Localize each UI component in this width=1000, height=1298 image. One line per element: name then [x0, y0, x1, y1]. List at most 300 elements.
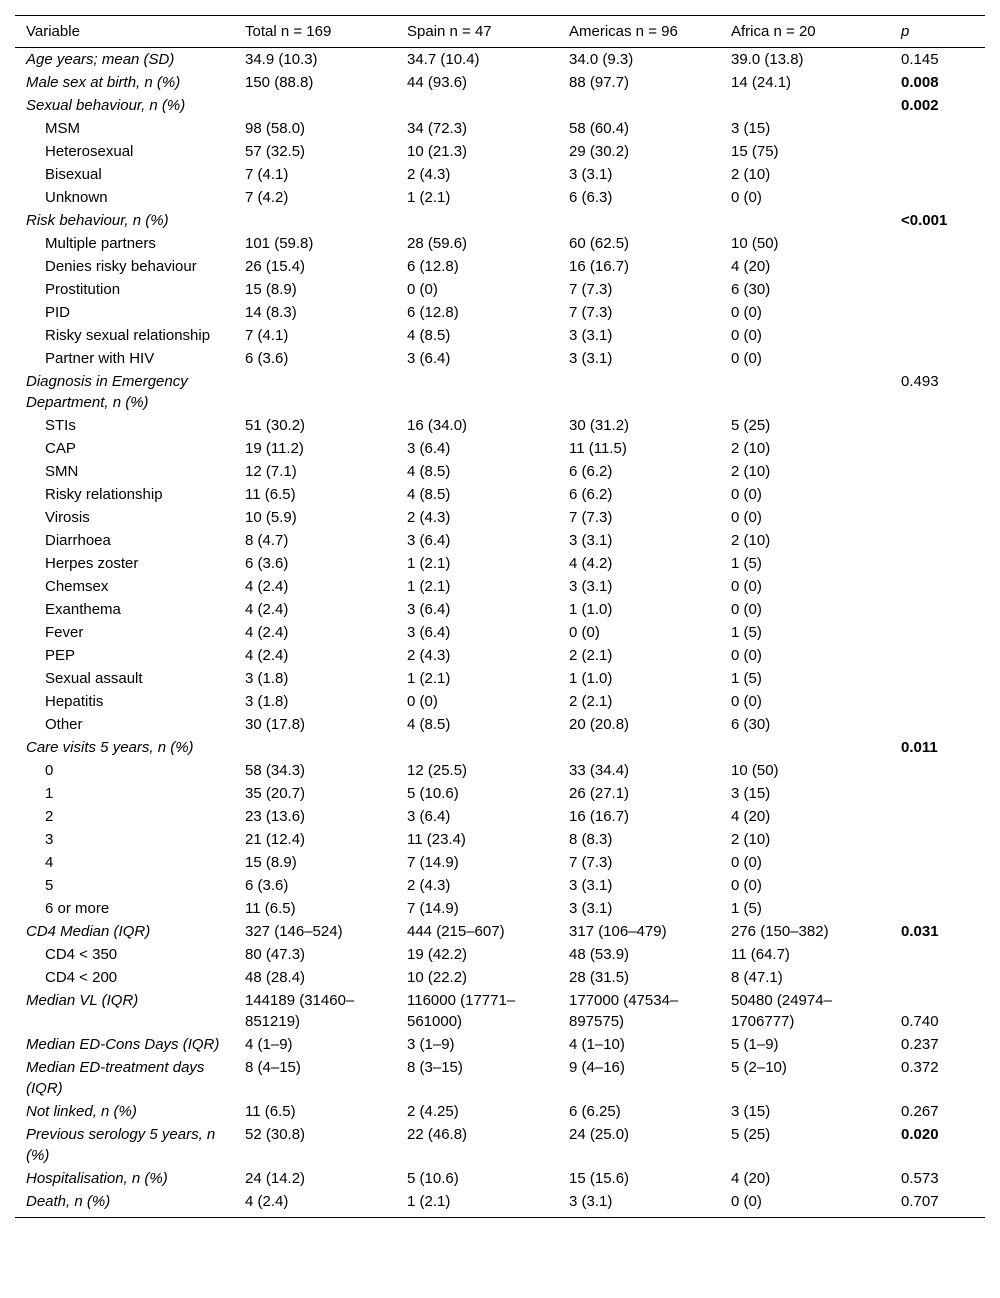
- cell-p-value: 0.011: [901, 739, 938, 756]
- cell-total: 150 (88.8): [245, 74, 314, 91]
- cell-africa: 4 (20): [731, 258, 771, 275]
- cell-total: 34.9 (10.3): [245, 51, 318, 68]
- cell-p-value: [890, 874, 985, 897]
- cell-total: 6 (3.6): [245, 350, 289, 367]
- cell-total: 15 (8.9): [245, 281, 297, 298]
- subcategory-label: Partner with HIV: [45, 350, 155, 367]
- table-row: [15, 1167, 985, 1190]
- cell-africa: 0 (0): [731, 327, 762, 344]
- header-total: Total n = 169: [234, 16, 396, 48]
- variable-label: Median VL (IQR): [26, 992, 139, 1009]
- cell-total: 4 (2.4): [245, 601, 289, 618]
- cell-americas: 8 (8.3): [569, 831, 613, 848]
- variable-label: Care visits 5 years, n (%): [26, 739, 194, 756]
- cell-total: [234, 94, 396, 117]
- variable-label: Median ED-treatment days (IQR): [26, 1059, 205, 1097]
- cell-americas: 20 (20.8): [569, 716, 630, 733]
- cell-africa: 8 (47.1): [731, 969, 783, 986]
- cell-total: 3 (1.8): [245, 693, 289, 710]
- header-p-value: p: [890, 16, 985, 48]
- cell-americas: 29 (30.2): [569, 143, 630, 160]
- cell-spain: 3 (6.4): [407, 601, 451, 618]
- table-row: [15, 598, 985, 621]
- cell-americas: [558, 736, 720, 759]
- characteristics-table: [15, 15, 985, 1218]
- cell-africa: 11 (64.7): [731, 946, 790, 963]
- cell-total: [234, 209, 396, 232]
- cell-africa: 10 (50): [731, 762, 779, 779]
- cell-americas: [558, 209, 720, 232]
- cell-p-value: [890, 690, 985, 713]
- cell-africa: [720, 736, 890, 759]
- cell-africa: 4 (20): [731, 1170, 771, 1187]
- cell-americas: [558, 370, 720, 414]
- table-row: [15, 805, 985, 828]
- table-row: [15, 920, 985, 943]
- cell-africa: [720, 209, 890, 232]
- table-row: [15, 667, 985, 690]
- subcategory-label: MSM: [45, 120, 80, 137]
- subcategory-label: CD4 < 200: [45, 969, 118, 986]
- cell-p-value: [890, 506, 985, 529]
- cell-spain: 7 (14.9): [407, 854, 459, 871]
- cell-total: 80 (47.3): [245, 946, 306, 963]
- subcategory-label: 4: [45, 854, 54, 871]
- cell-americas: 3 (3.1): [569, 900, 613, 917]
- subcategory-label: Fever: [45, 624, 84, 641]
- table-row: [15, 324, 985, 347]
- cell-americas: 3 (3.1): [558, 1190, 720, 1218]
- table-row: [15, 278, 985, 301]
- cell-spain: 1 (2.1): [407, 670, 451, 687]
- cell-spain: 28 (59.6): [407, 235, 468, 252]
- cell-spain: 2 (4.3): [407, 877, 451, 894]
- cell-total: 58 (34.3): [245, 762, 306, 779]
- cell-africa: 2 (10): [731, 532, 771, 549]
- cell-americas: 6 (6.2): [569, 463, 613, 480]
- header-variable: Variable: [15, 16, 234, 48]
- cell-americas: 15 (15.6): [569, 1170, 630, 1187]
- cell-americas: 48 (53.9): [569, 946, 630, 963]
- cell-spain: 5 (10.6): [407, 785, 459, 802]
- cell-africa: 0 (0): [731, 647, 762, 664]
- cell-p-value: [890, 140, 985, 163]
- subcategory-label: CAP: [45, 440, 76, 457]
- cell-total: 10 (5.9): [245, 509, 297, 526]
- cell-africa: 5 (1–9): [731, 1036, 779, 1053]
- cell-total: 7 (4.1): [245, 166, 289, 183]
- variable-label: Hospitalisation, n (%): [26, 1170, 168, 1187]
- table-row: [15, 437, 985, 460]
- subcategory-label: Other: [45, 716, 83, 733]
- cell-spain: 11 (23.4): [407, 831, 466, 848]
- cell-total: 51 (30.2): [245, 417, 306, 434]
- cell-spain: 3 (6.4): [407, 624, 451, 641]
- variable-label: Diagnosis in Emergency Department, n (%): [26, 373, 188, 411]
- cell-p-value: [890, 782, 985, 805]
- table-row: [15, 874, 985, 897]
- subcategory-label: PID: [45, 304, 71, 321]
- cell-p-value: [890, 437, 985, 460]
- cell-spain: [396, 209, 558, 232]
- cell-americas: 3 (3.1): [569, 532, 613, 549]
- cell-spain: 3 (6.4): [407, 532, 451, 549]
- cell-spain: 5 (10.6): [407, 1170, 459, 1187]
- cell-spain: 10 (21.3): [407, 143, 468, 160]
- cell-spain: 3 (6.4): [407, 350, 451, 367]
- cell-total: 11 (6.5): [245, 486, 296, 503]
- cell-p-value: [890, 324, 985, 347]
- table-row: [15, 851, 985, 874]
- cell-africa: 0 (0): [731, 189, 762, 206]
- cell-spain: 22 (46.8): [407, 1126, 468, 1143]
- cell-americas: 3 (3.1): [569, 327, 613, 344]
- subcategory-label: Bisexual: [45, 166, 102, 183]
- cell-spain: 1 (2.1): [396, 1190, 558, 1218]
- table-row: [15, 506, 985, 529]
- subcategory-label: Multiple partners: [45, 235, 156, 252]
- cell-spain: 4 (8.5): [407, 327, 451, 344]
- cell-americas: 33 (34.4): [569, 762, 630, 779]
- table-row: [15, 690, 985, 713]
- cell-americas: 2 (2.1): [569, 693, 613, 710]
- cell-total: 48 (28.4): [245, 969, 306, 986]
- cell-total: 11 (6.5): [245, 900, 296, 917]
- cell-total: 98 (58.0): [245, 120, 306, 137]
- subcategory-label: Virosis: [45, 509, 90, 526]
- table-row: [15, 1033, 985, 1056]
- table-row: [15, 370, 985, 414]
- cell-spain: 0 (0): [407, 281, 438, 298]
- table-row: [15, 575, 985, 598]
- cell-p-value: [890, 644, 985, 667]
- cell-africa: 2 (10): [731, 831, 771, 848]
- cell-total: 23 (13.6): [245, 808, 306, 825]
- table-row: [15, 347, 985, 370]
- table-row: [15, 117, 985, 140]
- cell-americas: 7 (7.3): [569, 509, 613, 526]
- cell-spain: 8 (3–15): [407, 1059, 463, 1076]
- cell-americas: 16 (16.7): [569, 258, 630, 275]
- cell-americas: 3 (3.1): [569, 877, 613, 894]
- cell-p-value: [890, 713, 985, 736]
- table-row: [15, 186, 985, 209]
- table-row: [15, 644, 985, 667]
- table-row: [15, 1123, 985, 1167]
- cell-spain: 4 (8.5): [407, 486, 451, 503]
- cell-africa: 4 (20): [731, 808, 771, 825]
- cell-p-value: [890, 186, 985, 209]
- cell-p-value: [890, 255, 985, 278]
- cell-p-value: [890, 232, 985, 255]
- cell-p-value: [890, 598, 985, 621]
- cell-p-value: [890, 460, 985, 483]
- cell-p-value: 0.267: [901, 1103, 939, 1120]
- subcategory-label: CD4 < 350: [45, 946, 118, 963]
- cell-americas: [558, 94, 720, 117]
- cell-total: 6 (3.6): [245, 877, 289, 894]
- cell-p-value: [890, 897, 985, 920]
- table-row: [15, 782, 985, 805]
- cell-spain: 116000 (17771–561000): [407, 992, 516, 1030]
- cell-africa: [720, 94, 890, 117]
- cell-americas: 3 (3.1): [569, 350, 613, 367]
- subcategory-label: Unknown: [45, 189, 108, 206]
- cell-p-value: 0.493: [901, 373, 939, 390]
- cell-spain: 1 (2.1): [407, 578, 451, 595]
- cell-americas: 7 (7.3): [569, 304, 613, 321]
- cell-americas: 177000 (47534–897575): [569, 992, 679, 1030]
- cell-spain: 10 (22.2): [407, 969, 468, 986]
- cell-p-value: 0.740: [901, 1013, 939, 1030]
- cell-total: 4 (2.4): [234, 1190, 396, 1218]
- subcategory-label: Exanthema: [45, 601, 121, 618]
- subcategory-label: STIs: [45, 417, 76, 434]
- cell-spain: 0 (0): [407, 693, 438, 710]
- cell-p-value: 0.020: [901, 1126, 939, 1143]
- cell-spain: 444 (215–607): [407, 923, 505, 940]
- subcategory-label: 5: [45, 877, 54, 894]
- cell-p-value: 0.145: [901, 51, 939, 68]
- table-row: [15, 414, 985, 437]
- cell-americas: 1 (1.0): [569, 601, 613, 618]
- cell-africa: 5 (25): [731, 417, 771, 434]
- table-row: [15, 943, 985, 966]
- cell-spain: 3 (6.4): [407, 440, 451, 457]
- cell-africa: 6 (30): [731, 281, 771, 298]
- cell-total: 4 (1–9): [245, 1036, 293, 1053]
- cell-p-value: 0.573: [901, 1170, 939, 1187]
- cell-spain: 34 (72.3): [407, 120, 468, 137]
- cell-africa: [720, 370, 890, 414]
- table-container: [15, 15, 985, 1218]
- cell-africa: 39.0 (13.8): [731, 51, 804, 68]
- cell-total: 15 (8.9): [245, 854, 297, 871]
- cell-africa: 0 (0): [731, 578, 762, 595]
- cell-total: 12 (7.1): [245, 463, 297, 480]
- cell-total: 3 (1.8): [245, 670, 289, 687]
- cell-americas: 34.0 (9.3): [569, 51, 634, 68]
- cell-p-value: [890, 117, 985, 140]
- table-row: [15, 1190, 985, 1218]
- cell-total: 8 (4–15): [245, 1059, 301, 1076]
- cell-spain: 2 (4.25): [407, 1103, 459, 1120]
- variable-label: Male sex at birth, n (%): [26, 74, 181, 91]
- subcategory-label: Chemsex: [45, 578, 109, 595]
- table-row: [15, 232, 985, 255]
- table-row: [15, 828, 985, 851]
- header-americas: Americas n = 96: [558, 16, 720, 48]
- cell-africa: 0 (0): [731, 693, 762, 710]
- cell-total: 7 (4.1): [245, 327, 289, 344]
- subcategory-label: Sexual assault: [45, 670, 143, 687]
- table-row: [15, 759, 985, 782]
- variable-label: Not linked, n (%): [26, 1103, 137, 1120]
- cell-americas: 3 (3.1): [569, 578, 613, 595]
- cell-africa: 3 (15): [731, 120, 771, 137]
- cell-africa: 1 (5): [731, 555, 762, 572]
- cell-americas: 60 (62.5): [569, 235, 630, 252]
- cell-p-value: 0.031: [901, 923, 939, 940]
- subcategory-label: SMN: [45, 463, 79, 480]
- subcategory-label: 0: [45, 762, 54, 779]
- cell-p-value: [890, 301, 985, 324]
- cell-spain: 3 (1–9): [407, 1036, 455, 1053]
- cell-africa: 14 (24.1): [731, 74, 792, 91]
- cell-total: [234, 370, 396, 414]
- table-row: [15, 301, 985, 324]
- cell-africa: 5 (2–10): [731, 1059, 787, 1076]
- variable-label: Sexual behaviour, n (%): [26, 97, 186, 114]
- cell-p-value: <0.001: [901, 212, 948, 229]
- cell-total: 8 (4.7): [245, 532, 289, 549]
- cell-p-value: [890, 347, 985, 370]
- cell-total: [234, 736, 396, 759]
- subcategory-label: Hepatitis: [45, 693, 104, 710]
- cell-spain: 34.7 (10.4): [407, 51, 480, 68]
- cell-spain: 2 (4.3): [407, 647, 451, 664]
- cell-p-value: [890, 943, 985, 966]
- cell-africa: 0 (0): [731, 509, 762, 526]
- cell-americas: 6 (6.2): [569, 486, 613, 503]
- cell-p-value: [890, 759, 985, 782]
- subcategory-label: 2: [45, 808, 54, 825]
- cell-africa: 0 (0): [731, 877, 762, 894]
- table-row: [15, 966, 985, 989]
- cell-americas: 3 (3.1): [569, 166, 613, 183]
- header-africa: Africa n = 20: [720, 16, 890, 48]
- cell-spain: 3 (6.4): [407, 808, 451, 825]
- cell-americas: 4 (4.2): [569, 555, 613, 572]
- cell-spain: 2 (4.3): [407, 166, 451, 183]
- cell-africa: 10 (50): [731, 235, 779, 252]
- cell-total: 101 (59.8): [245, 235, 314, 252]
- cell-africa: 0 (0): [731, 304, 762, 321]
- cell-americas: 6 (6.25): [569, 1103, 621, 1120]
- cell-africa: 0 (0): [731, 486, 762, 503]
- cell-total: 11 (6.5): [245, 1103, 296, 1120]
- cell-p-value: 0.237: [901, 1036, 939, 1053]
- cell-total: 6 (3.6): [245, 555, 289, 572]
- cell-total: 4 (2.4): [245, 647, 289, 664]
- cell-africa: 0 (0): [720, 1190, 890, 1218]
- cell-total: 26 (15.4): [245, 258, 306, 275]
- cell-total: 21 (12.4): [245, 831, 306, 848]
- cell-africa: 1 (5): [731, 900, 762, 917]
- cell-americas: 6 (6.3): [569, 189, 613, 206]
- cell-p-value: 0.008: [901, 74, 939, 91]
- cell-americas: 58 (60.4): [569, 120, 630, 137]
- cell-spain: [396, 94, 558, 117]
- table-row: [15, 255, 985, 278]
- cell-americas: 9 (4–16): [569, 1059, 625, 1076]
- cell-africa: 6 (30): [731, 716, 771, 733]
- cell-total: 52 (30.8): [245, 1126, 306, 1143]
- cell-africa: 2 (10): [731, 440, 771, 457]
- cell-africa: 0 (0): [731, 601, 762, 618]
- cell-p-value: 0.002: [901, 97, 939, 114]
- table-body: [15, 48, 985, 1218]
- cell-africa: 2 (10): [731, 463, 771, 480]
- cell-americas: 26 (27.1): [569, 785, 630, 802]
- cell-p-value: 0.707: [890, 1190, 985, 1218]
- cell-spain: 44 (93.6): [407, 74, 468, 91]
- subcategory-label: Prostitution: [45, 281, 121, 298]
- variable-label: Previous serology 5 years, n (%): [26, 1126, 216, 1164]
- cell-americas: 4 (1–10): [569, 1036, 625, 1053]
- subcategory-label: Herpes zoster: [45, 555, 139, 572]
- cell-spain: [396, 736, 558, 759]
- cell-americas: 11 (11.5): [569, 440, 627, 457]
- table-row: [15, 713, 985, 736]
- variable-label: Age years; mean (SD): [26, 51, 175, 68]
- cell-total: 4 (2.4): [245, 578, 289, 595]
- cell-spain: 12 (25.5): [407, 762, 468, 779]
- cell-africa: 0 (0): [731, 350, 762, 367]
- cell-total: 35 (20.7): [245, 785, 306, 802]
- subcategory-label: Risky relationship: [45, 486, 163, 503]
- cell-total: 24 (14.2): [245, 1170, 306, 1187]
- cell-americas: 2 (2.1): [569, 647, 613, 664]
- table-row: [15, 552, 985, 575]
- cell-p-value: [890, 529, 985, 552]
- cell-americas: 88 (97.7): [569, 74, 630, 91]
- subcategory-label: Heterosexual: [45, 143, 134, 160]
- subcategory-label: 1: [45, 785, 54, 802]
- table-row: [15, 209, 985, 232]
- cell-total: 14 (8.3): [245, 304, 297, 321]
- cell-total: 7 (4.2): [245, 189, 289, 206]
- cell-total: 144189 (31460–851219): [245, 992, 355, 1030]
- cell-spain: 2 (4.3): [407, 509, 451, 526]
- table-row: [15, 989, 985, 1033]
- cell-p-value: 0.372: [901, 1059, 939, 1076]
- variable-label: CD4 Median (IQR): [26, 923, 151, 940]
- cell-p-value: [890, 483, 985, 506]
- cell-spain: 6 (12.8): [407, 304, 459, 321]
- cell-americas: 7 (7.3): [569, 281, 613, 298]
- table-header: [15, 16, 985, 48]
- cell-p-value: [890, 414, 985, 437]
- table-row: [15, 736, 985, 759]
- cell-africa: 3 (15): [731, 1103, 771, 1120]
- cell-p-value: [890, 163, 985, 186]
- cell-africa: 1 (5): [731, 670, 762, 687]
- table-row: [15, 94, 985, 117]
- cell-p-value: [890, 805, 985, 828]
- header-row: [15, 16, 985, 48]
- variable-label: Death, n (%): [15, 1190, 234, 1218]
- cell-africa: 15 (75): [731, 143, 779, 160]
- cell-p-value: [890, 621, 985, 644]
- cell-africa: 3 (15): [731, 785, 771, 802]
- cell-p-value: [890, 966, 985, 989]
- variable-label: Risk behaviour, n (%): [26, 212, 169, 229]
- table-row: [15, 529, 985, 552]
- cell-spain: 7 (14.9): [407, 900, 459, 917]
- cell-p-value: [890, 575, 985, 598]
- cell-spain: [396, 370, 558, 414]
- table-row: [15, 460, 985, 483]
- cell-total: 4 (2.4): [245, 624, 289, 641]
- cell-spain: 16 (34.0): [407, 417, 468, 434]
- table-row: [15, 71, 985, 94]
- cell-americas: 24 (25.0): [569, 1126, 630, 1143]
- cell-total: 19 (11.2): [245, 440, 304, 457]
- table-row: [15, 1056, 985, 1100]
- cell-americas: 28 (31.5): [569, 969, 630, 986]
- cell-africa: 50480 (24974–1706777): [731, 992, 832, 1030]
